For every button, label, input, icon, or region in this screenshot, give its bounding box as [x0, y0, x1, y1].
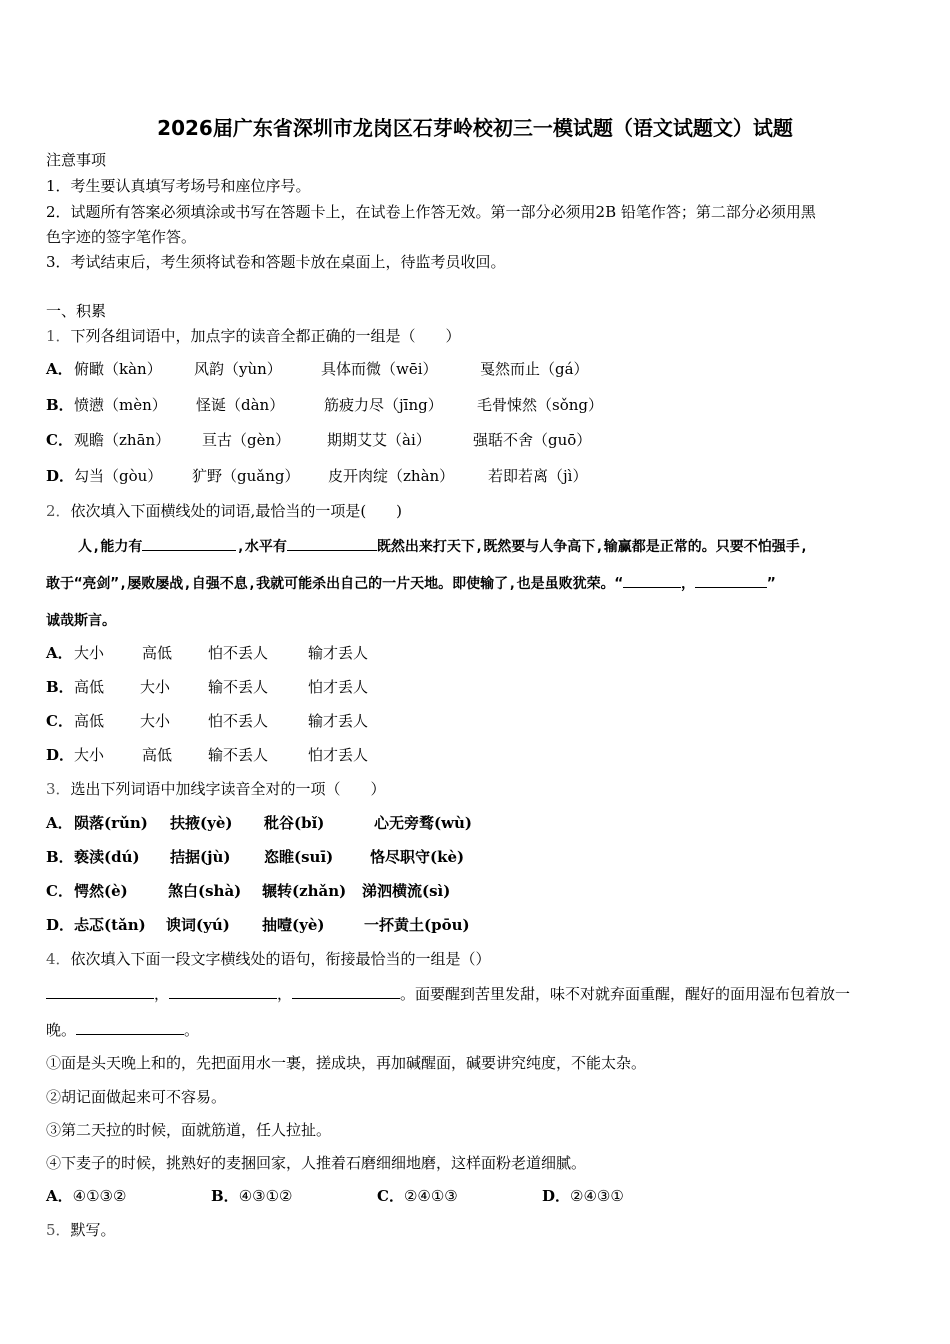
answer-blank[interactable] [287, 536, 377, 551]
q4-option-b[interactable] [211, 1186, 292, 1206]
answer-blank[interactable] [46, 984, 154, 999]
option-word: 期期艾艾（ài） [327, 431, 431, 449]
q2-option-b[interactable] [46, 677, 369, 697]
option-value: ④③①② [238, 1187, 293, 1205]
option-value: ②④③① [570, 1187, 624, 1205]
option-word: 忐忑(tǎn) [74, 916, 146, 934]
option-label: A． [46, 814, 73, 832]
q1-option-b[interactable] [46, 395, 603, 415]
option-word: 输不丢人 [208, 746, 269, 764]
answer-blank[interactable] [623, 573, 681, 588]
option-word: 输才丢人 [308, 644, 369, 662]
passage-text: ” [767, 576, 776, 592]
passage-text: ， [681, 576, 695, 592]
sentence-item: ③第二天拉的时候，面就筋道，任人拉扯。 [46, 1121, 332, 1139]
option-word: 涕泗横流(sì) [362, 882, 451, 900]
option-word: 勾当（gòu） [74, 467, 163, 485]
passage-text: 既然出来打天下,既然要与人争高下,输赢都是正常的。只要不怕强手, [376, 539, 809, 555]
q4-option-d[interactable] [542, 1186, 624, 1206]
q4-option-c[interactable] [377, 1186, 458, 1206]
option-word: 恪尽职守(kè) [370, 848, 465, 866]
option-word: 大小 [74, 746, 105, 764]
question-number: 1． [46, 327, 71, 345]
option-word: 怕才丢人 [308, 678, 369, 696]
fill-text: 。面要醒到苦里发甜，味不对就弃面重醒，醒好的面用湿布包着放一 [400, 985, 851, 1003]
option-word: 怪诞（dàn） [196, 396, 285, 414]
option-word: 煞白(shà) [168, 882, 242, 900]
passage-text: 敢于“亮剑”,屡败屡战,自强不息,我就可能杀出自己的一片天地。即使输了,也是虽败犹荣。“ [46, 576, 623, 592]
q3-option-d[interactable] [46, 915, 470, 935]
q3-option-b[interactable] [46, 847, 465, 867]
question-2 [46, 501, 402, 521]
option-word: 亵渎(dú) [74, 848, 140, 866]
question-number: 2． [46, 502, 71, 520]
question-4 [46, 949, 491, 969]
question-stem: 选出下列词语中加线字读音全对的一项（ ） [70, 780, 386, 798]
q2-option-d[interactable] [46, 745, 369, 765]
fill-text: 晚。 [46, 1021, 77, 1039]
option-value: ④①③② [72, 1187, 127, 1205]
option-word: 强聒不舍（guō） [473, 431, 592, 449]
option-word: 高低 [142, 746, 173, 764]
q3-option-a[interactable] [46, 813, 473, 833]
option-label: B． [46, 678, 74, 696]
passage-line [46, 573, 775, 594]
q4-option-a[interactable] [46, 1186, 126, 1206]
option-label: D． [46, 746, 75, 764]
option-word: 一抔黄土(pōu) [364, 916, 470, 934]
option-word: 输才丢人 [308, 712, 369, 730]
passage-line [78, 536, 808, 557]
fill-line [46, 1020, 199, 1040]
option-word: 皮开肉绽（zhàn） [328, 467, 455, 485]
passage-text: ,水平有 [236, 539, 287, 555]
option-word: 筋疲力尽（jīng） [324, 396, 443, 414]
fill-text: 。 [184, 1021, 200, 1039]
sentence-item: ④下麦子的时候，挑熟好的麦捆回家，人推着石磨细细地磨，这样面粉老道细腻。 [46, 1154, 587, 1172]
page-title: 2026届广东省深圳市龙岗区石芽岭校初三一模试题（语文试题文）试题 [157, 116, 793, 140]
option-word: 输不丢人 [208, 678, 269, 696]
option-label: C． [46, 431, 73, 449]
option-word: 愕然(è) [74, 882, 128, 900]
question-number: 3． [46, 780, 71, 798]
answer-blank[interactable] [142, 536, 236, 551]
option-word: 辗转(zhǎn) [262, 882, 347, 900]
option-label: C． [46, 712, 73, 730]
option-word: 扶掖(yè) [170, 814, 233, 832]
q1-option-d[interactable] [46, 466, 588, 486]
notice-heading: 注意事项 [46, 151, 107, 169]
fill-line [46, 984, 850, 1004]
sentence-item: ①面是头天晚上和的，先把面用水一裹，搓成块，再加碱醒面，碱要讲究纯度，不能太杂。 [46, 1054, 647, 1072]
option-word: 大小 [140, 712, 171, 730]
option-label: B． [46, 396, 74, 414]
option-word: 拮据(jù) [170, 848, 231, 866]
option-word: 抽噎(yè) [262, 916, 325, 934]
option-label: D． [46, 467, 75, 485]
answer-blank[interactable] [292, 984, 400, 999]
option-label: D． [46, 916, 75, 934]
question-stem: 依次填入下面横线处的词语,最恰当的一项是( ) [70, 502, 403, 520]
answer-blank[interactable] [695, 573, 767, 588]
question-number: 5． [46, 1221, 71, 1239]
separator: ， [277, 985, 293, 1003]
question-5 [46, 1220, 116, 1240]
option-word: 毛骨悚然（sǒng） [477, 396, 603, 414]
option-word: 大小 [74, 644, 105, 662]
notice-item: 色字迹的签字笔作答。 [46, 228, 197, 246]
q3-option-c[interactable] [46, 881, 451, 901]
option-word: 高低 [74, 678, 105, 696]
option-word: 怕不丢人 [208, 712, 269, 730]
option-label: C． [377, 1187, 404, 1205]
option-word: 俯瞰（kàn） [74, 360, 162, 378]
option-word: 心无旁骛(wù) [374, 814, 473, 832]
option-word: 风韵（yùn） [194, 360, 282, 378]
question-stem: 依次填入下面一段文字横线处的语句，衔接最恰当的一组是（） [70, 950, 491, 968]
q2-option-c[interactable] [46, 711, 369, 731]
option-label: C． [46, 882, 73, 900]
section-heading: 一、积累 [46, 302, 107, 320]
question-stem: 下列各组词语中，加点字的读音全都正确的一组是（ ） [70, 327, 461, 345]
option-word: 怕不丢人 [208, 644, 269, 662]
option-label: B． [46, 848, 74, 866]
option-word: 戛然而止（gá） [480, 360, 589, 378]
q1-option-c[interactable] [46, 430, 592, 450]
option-word: 若即若离（jì） [488, 467, 588, 485]
option-word: 恣睢(suī) [264, 848, 334, 866]
sentence-item: ②胡记面做起来可不容易。 [46, 1088, 227, 1106]
answer-blank[interactable] [169, 984, 277, 999]
option-word: 亘古（gèn） [202, 431, 291, 449]
option-label: D． [542, 1187, 571, 1205]
option-word: 犷野（guǎng） [192, 467, 300, 485]
separator: ， [154, 985, 170, 1003]
q1-option-a[interactable] [46, 359, 589, 379]
question-stem: 默写。 [70, 1221, 116, 1239]
answer-blank[interactable] [76, 1020, 184, 1035]
passage-text: 人,能力有 [78, 539, 143, 555]
notice-item: 3．考试结束后，考生须将试卷和答题卡放在桌面上，待监考员收回。 [46, 253, 506, 271]
option-word: 高低 [74, 712, 105, 730]
option-word: 陨落(rǔn) [74, 814, 148, 832]
option-word: 具体而微（wēi） [321, 360, 438, 378]
option-word: 高低 [142, 644, 173, 662]
question-number: 4． [46, 950, 71, 968]
notice-item: 1．考生要认真填写考场号和座位序号。 [46, 177, 311, 195]
passage-line: 诚哉斯言。 [46, 613, 116, 629]
option-label: B． [211, 1187, 239, 1205]
q2-option-a[interactable] [46, 643, 369, 663]
option-word: 怕才丢人 [308, 746, 369, 764]
question-1 [46, 326, 461, 346]
option-word: 大小 [140, 678, 171, 696]
option-value: ②④①③ [403, 1187, 458, 1205]
option-label: A． [46, 1187, 73, 1205]
option-word: 谀词(yú) [166, 916, 230, 934]
question-3 [46, 779, 386, 799]
option-word: 观瞻（zhān） [74, 431, 171, 449]
option-label: A． [46, 644, 73, 662]
option-word: 愤懑（mèn） [74, 396, 167, 414]
option-label: A． [46, 360, 73, 378]
option-word: 秕谷(bǐ) [264, 814, 325, 832]
notice-item: 2．试题所有答案必须填涂或书写在答题卡上，在试卷上作答无效。第一部分必须用2B 铅笔作答；第二部分必须用黑 [46, 203, 816, 221]
